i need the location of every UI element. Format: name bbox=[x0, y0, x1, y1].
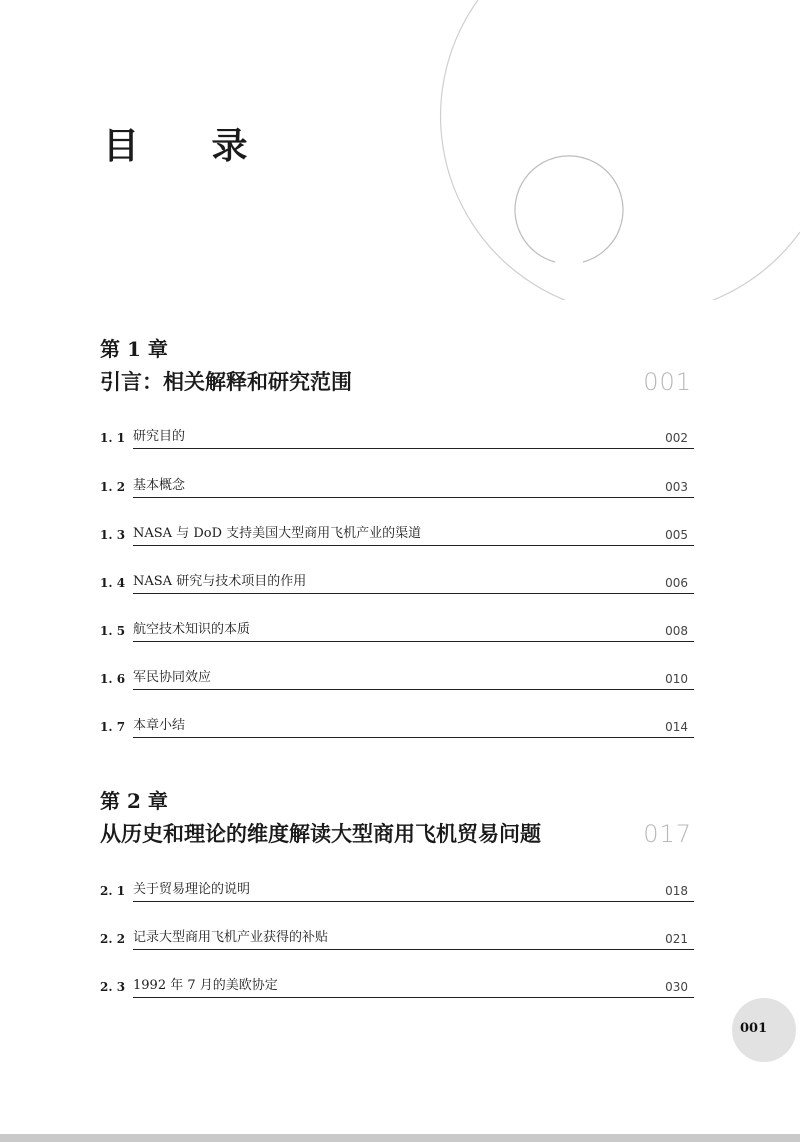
toc-title: 目 录 bbox=[103, 125, 278, 167]
section-number: 1. 3 bbox=[100, 528, 126, 542]
section-line bbox=[133, 571, 694, 594]
section-page-number: 002 bbox=[665, 431, 688, 445]
section-number: 1. 6 bbox=[100, 672, 126, 686]
chapter-title: 从历史和理论的维度解读大型商用飞机贸易问题 bbox=[100, 821, 541, 846]
section-page-number: 014 bbox=[665, 720, 688, 734]
section-title: 军民协同效应 bbox=[133, 670, 212, 685]
chapter-2 bbox=[100, 786, 694, 994]
section-line bbox=[133, 619, 694, 642]
section-page-number: 018 bbox=[665, 884, 688, 898]
section-number: 1. 2 bbox=[100, 480, 126, 494]
section-title: 1992 年 7 月的美欧协定 bbox=[133, 978, 278, 993]
toc-entry[interactable] bbox=[100, 879, 694, 903]
toc-entry[interactable] bbox=[100, 667, 694, 691]
section-page-number: 010 bbox=[665, 672, 688, 686]
section-line bbox=[133, 426, 694, 449]
section-number: 2. 3 bbox=[100, 980, 126, 994]
toc-entry[interactable] bbox=[100, 571, 694, 595]
section-line bbox=[133, 715, 694, 738]
section-page-number: 005 bbox=[665, 528, 688, 542]
chapter-heading[interactable] bbox=[100, 816, 694, 852]
section-line bbox=[133, 927, 694, 950]
chapter-page-number: 017 bbox=[643, 820, 692, 848]
section-page-number: 021 bbox=[665, 932, 688, 946]
toc-entry[interactable] bbox=[100, 975, 694, 999]
chapter-number: 第 2 章 bbox=[100, 789, 168, 813]
chapter-page-number: 001 bbox=[643, 368, 692, 396]
section-title: 基本概念 bbox=[133, 478, 186, 493]
chapter-heading[interactable] bbox=[100, 364, 694, 400]
toc-entry[interactable] bbox=[100, 523, 694, 547]
section-title: 记录大型商用飞机产业获得的补贴 bbox=[133, 930, 329, 945]
section-number: 1. 4 bbox=[100, 576, 126, 590]
section-title: 航空技术知识的本质 bbox=[133, 622, 251, 637]
section-title: NASA 与 DoD 支持美国大型商用飞机产业的渠道 bbox=[133, 526, 422, 541]
section-line bbox=[133, 523, 694, 546]
section-title: NASA 研究与技术项目的作用 bbox=[133, 574, 307, 589]
page-bottom-edge bbox=[0, 1134, 800, 1142]
section-line bbox=[133, 667, 694, 690]
chapter-title: 引言：相关解释和研究范围 bbox=[100, 369, 352, 394]
page-number-badge bbox=[732, 998, 796, 1062]
section-page-number: 003 bbox=[665, 480, 688, 494]
section-title: 本章小结 bbox=[133, 718, 186, 733]
section-number: 2. 1 bbox=[100, 884, 126, 898]
section-number: 1. 7 bbox=[100, 720, 126, 734]
toc-entry[interactable] bbox=[100, 715, 694, 739]
section-line bbox=[133, 475, 694, 498]
section-page-number: 030 bbox=[665, 980, 688, 994]
section-title: 关于贸易理论的说明 bbox=[133, 882, 251, 897]
section-line bbox=[133, 975, 694, 998]
section-line bbox=[133, 879, 694, 902]
section-page-number: 006 bbox=[665, 576, 688, 590]
chapter-1 bbox=[100, 334, 694, 734]
page-number: 001 bbox=[740, 1021, 768, 1036]
section-page-number: 008 bbox=[665, 624, 688, 638]
section-number: 1. 1 bbox=[100, 431, 126, 445]
chapter-number: 第 1 章 bbox=[100, 337, 168, 361]
section-title: 研究目的 bbox=[133, 429, 186, 444]
toc-entry[interactable] bbox=[100, 475, 694, 499]
section-number: 1. 5 bbox=[100, 624, 126, 638]
toc-entry[interactable] bbox=[100, 426, 694, 450]
toc-entry[interactable] bbox=[100, 927, 694, 951]
section-number: 2. 2 bbox=[100, 932, 126, 946]
toc-entry[interactable] bbox=[100, 619, 694, 643]
